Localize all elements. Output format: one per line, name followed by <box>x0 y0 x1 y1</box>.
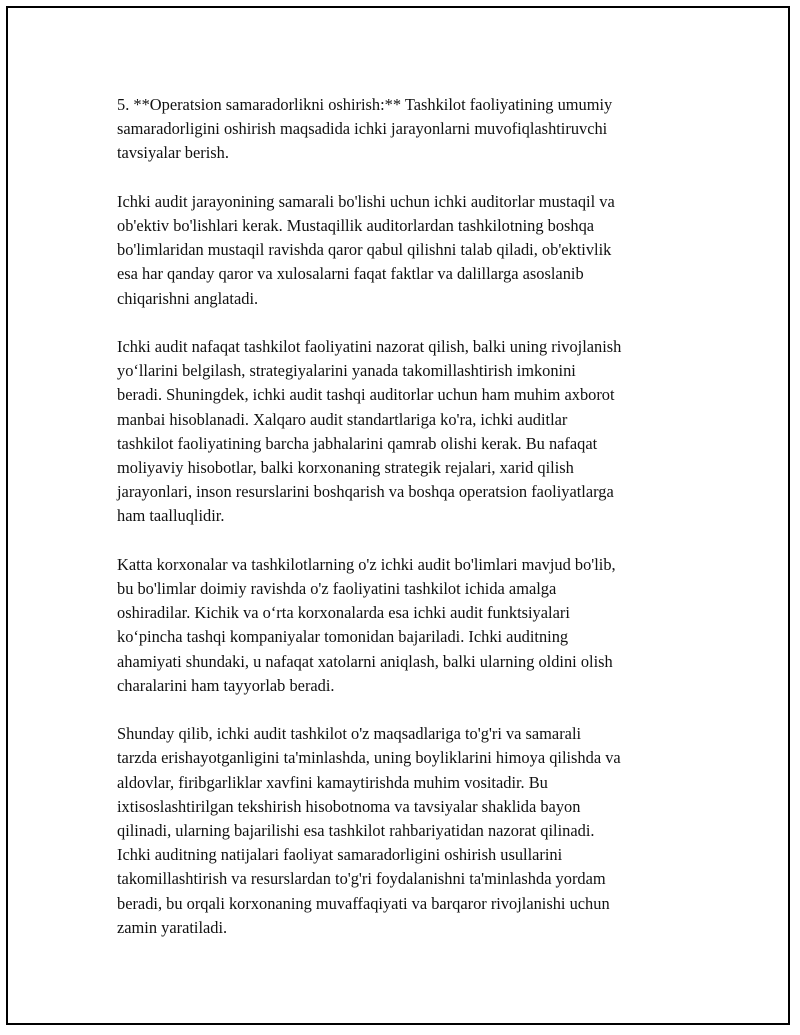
paragraph-auditor-independence: Ichki audit jarayonining samarali bo'lishi uchun ichki auditorlar mustaqil va ob'ektiv bo'lishlari kerak. Mustaqillik auditorlardan tashkilotning boshqa bo'limlaridan mustaqil ravishda qaror qabul qilishni talab qiladi, ob'ektivlik esa har qanday qaror va xulosalarni faqat faktlar va dalillarga asoslanib chiqarishni anglatadi. <box>117 191 615 308</box>
paragraph-audit-departments: Katta korxonalar va tashkilotlarning o'z ichki audit bo'limlari mavjud bo'lib, bu bo'limlar doimiy ravishda o'z faoliyatini tashkilot ichida amalga oshiradilar. Kichik va o‘rta korxonalarda esa ichki audit funktsiyalari ko‘pincha tashqi kompaniyalar tomonidan bajariladi. Ichki auditning ahamiyati shundaki, u nafaqat xatolarni aniqlash, balki ularning oldini olish charalarini ham tayyorlab beradi. <box>117 554 616 695</box>
paragraph-conclusion: Shunday qilib, ichki audit tashkilot o'z maqsadlariga to'g'ri va samarali tarzda erishayotganligini ta'minlashda, uning boyliklarini himoya qilishda va aldovlar, firibgarliklar xavfini kamaytirishda muhim vositadir. Bu ixtisoslashtirilgan tekshirish hisobotnoma va tavsiyalar shaklida bayon qilinadi, ularning bajarilishi esa tashkilot rahbariyatidan nazorat qilinadi. Ichki auditning natijalari faoliyat samaradorligini oshirish usullarini takomillashtirish va resurslardan to'g'ri foydalanishni ta'minlashda yordam beradi, bu orqali korxonaning muvaffaqiyati va barqaror rivojlanishi uchun zamin yaratiladi. <box>117 724 621 937</box>
paragraph-operational-efficiency: 5. **Operatsion samaradorlikni oshirish:** Tashkilot faoliyatining umumiy samaradorligini oshirish maqsadida ichki jarayonlarni muvofiqlashtiruvchi tavsiyalar berish. <box>117 95 613 163</box>
paragraph-audit-scope: Ichki audit nafaqat tashkilot faoliyatini nazorat qilish, balki uning rivojlanish yo‘llarini belgilash, strategiyalarini yanada takomillashtirish imkonini beradi. Shuningdek, ichki audit tashqi auditorlar uchun ham muhim axborot manbai hisoblanadi. Xalqaro audit standartlariga ko'ra, ichki auditlar tashkilot faoliyatining barcha jabhalarini qamrab olishi kerak. Bu nafaqat moliyaviy hisobotlar, balki korxonaning strategik rejalari, xarid qilish jarayonlari, inson resurslarini boshqarish va boshqa operatsion faoliyatlarga ham taalluqlidir. <box>117 337 622 526</box>
document-body <box>117 93 689 964</box>
